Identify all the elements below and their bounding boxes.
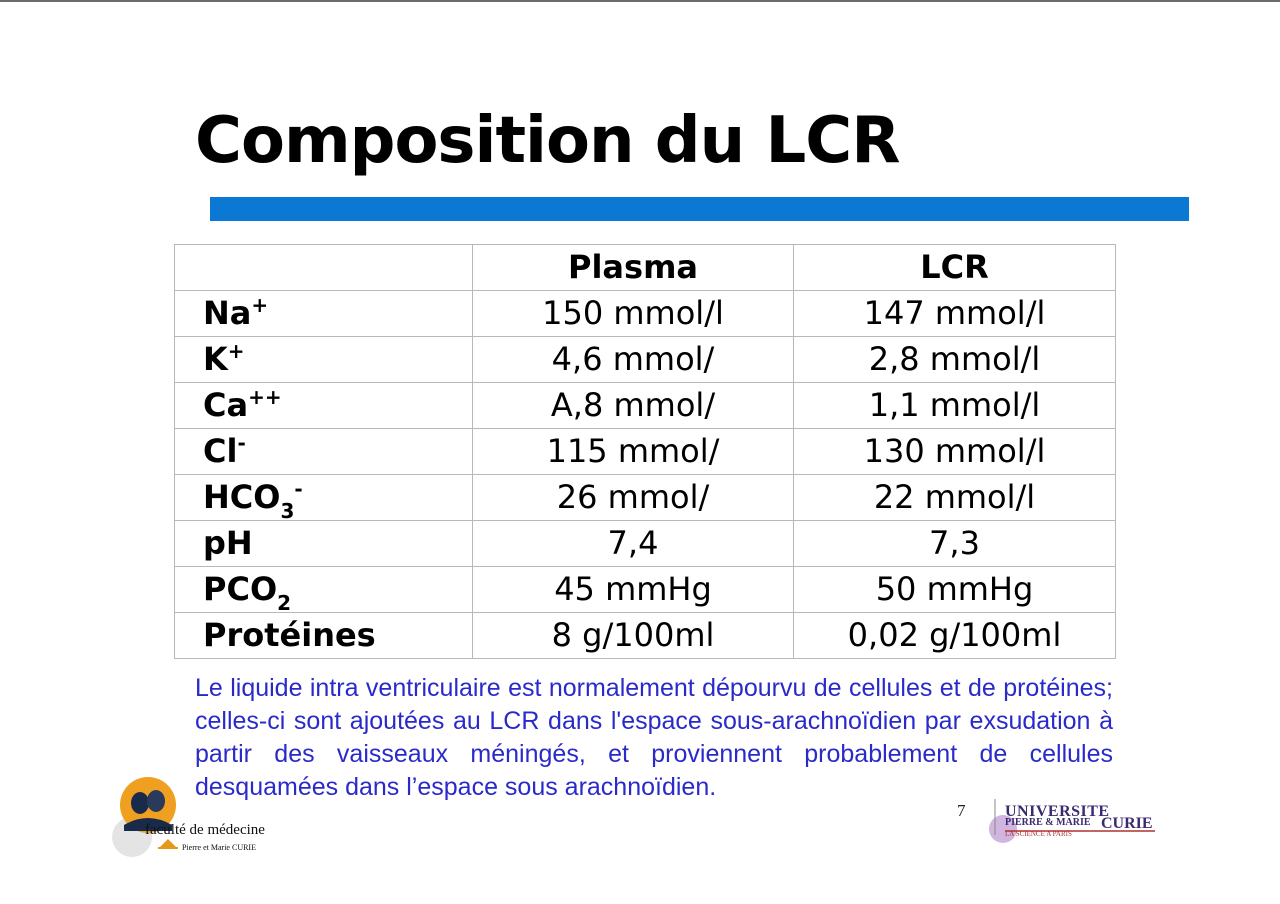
table-row	[175, 521, 1116, 567]
cell-lcr: 1,1 mmol/l	[794, 383, 1116, 429]
row-label	[175, 567, 473, 613]
university-line2: PIERRE & MARIE	[1005, 817, 1091, 828]
cell-lcr: 130 mmol/l	[794, 429, 1116, 475]
row-label-base: Cl	[203, 432, 238, 470]
faculty-name: faculté de médecine	[145, 822, 265, 838]
table-row	[175, 291, 1116, 337]
table-row	[175, 429, 1116, 475]
row-label	[175, 337, 473, 383]
cell-lcr: 22 mmol/l	[794, 475, 1116, 521]
row-label-subscript: 3	[280, 499, 295, 521]
header-empty-cell	[175, 245, 473, 291]
cell-plasma: 115 mmol/	[473, 429, 794, 475]
cell-plasma: A,8 mmol/	[473, 383, 794, 429]
cell-plasma: 45 mmHg	[473, 567, 794, 613]
row-label-superscript: +	[251, 293, 269, 317]
top-border	[0, 0, 1280, 2]
university-tagline: LA SCIENCE A PARIS	[1005, 830, 1072, 838]
row-label-superscript: ++	[248, 385, 282, 409]
slide-title: Composition du LCR	[195, 104, 900, 178]
row-label	[175, 521, 473, 567]
row-label	[175, 383, 473, 429]
row-label-superscript: -	[237, 431, 246, 455]
table-row	[175, 337, 1116, 383]
title-underline-bar	[210, 197, 1189, 221]
cell-lcr: 147 mmol/l	[794, 291, 1116, 337]
faculty-subname: Pierre et Marie CURIE	[182, 843, 256, 852]
table-row	[175, 383, 1116, 429]
header-lcr: LCR	[794, 245, 1116, 291]
row-label	[175, 291, 473, 337]
header-plasma: Plasma	[473, 245, 794, 291]
row-label-superscript: -	[294, 477, 303, 501]
university-logo	[985, 795, 1160, 850]
page-number: 7	[957, 801, 966, 820]
row-label	[175, 429, 473, 475]
cell-lcr: 7,3	[794, 521, 1116, 567]
row-label-base: Protéines	[203, 616, 376, 654]
university-curie: CURIE	[1101, 815, 1153, 832]
row-label-base: K	[203, 340, 228, 378]
cell-plasma: 26 mmol/	[473, 475, 794, 521]
row-label-base: pH	[203, 524, 253, 562]
description-paragraph: Le liquide intra ventriculaire est normalement dépourvu de cellules et de protéines; celles-ci sont ajoutées au LCR dans l'espace sous-arachnoïdien par exsudation à partir des vaisseaux méningés, et proviennent probablement de cellules desquamées dans l’espace sous arachnoïdien.	[195, 674, 1113, 801]
row-label-superscript: +	[227, 339, 245, 363]
cell-lcr: 0,02 g/100ml	[794, 613, 1116, 659]
cell-plasma: 150 mmol/l	[473, 291, 794, 337]
cell-lcr: 2,8 mmol/l	[794, 337, 1116, 383]
table-header-row	[175, 245, 1116, 291]
composition-table	[174, 244, 1116, 659]
cell-plasma: 7,4	[473, 521, 794, 567]
table-row	[175, 567, 1116, 613]
faculty-logo	[110, 775, 280, 860]
row-label	[175, 613, 473, 659]
university-line1: UNIVERSITE	[1005, 803, 1110, 820]
table-row	[175, 475, 1116, 521]
cell-lcr: 50 mmHg	[794, 567, 1116, 613]
row-label-base: Na	[203, 294, 252, 332]
cell-plasma: 8 g/100ml	[473, 613, 794, 659]
cell-plasma: 4,6 mmol/	[473, 337, 794, 383]
row-label-base: PCO	[203, 570, 278, 608]
row-label	[175, 475, 473, 521]
table-row	[175, 613, 1116, 659]
row-label-base: HCO	[203, 478, 281, 516]
row-label-base: Ca	[203, 386, 249, 424]
row-label-subscript: 2	[277, 591, 292, 613]
